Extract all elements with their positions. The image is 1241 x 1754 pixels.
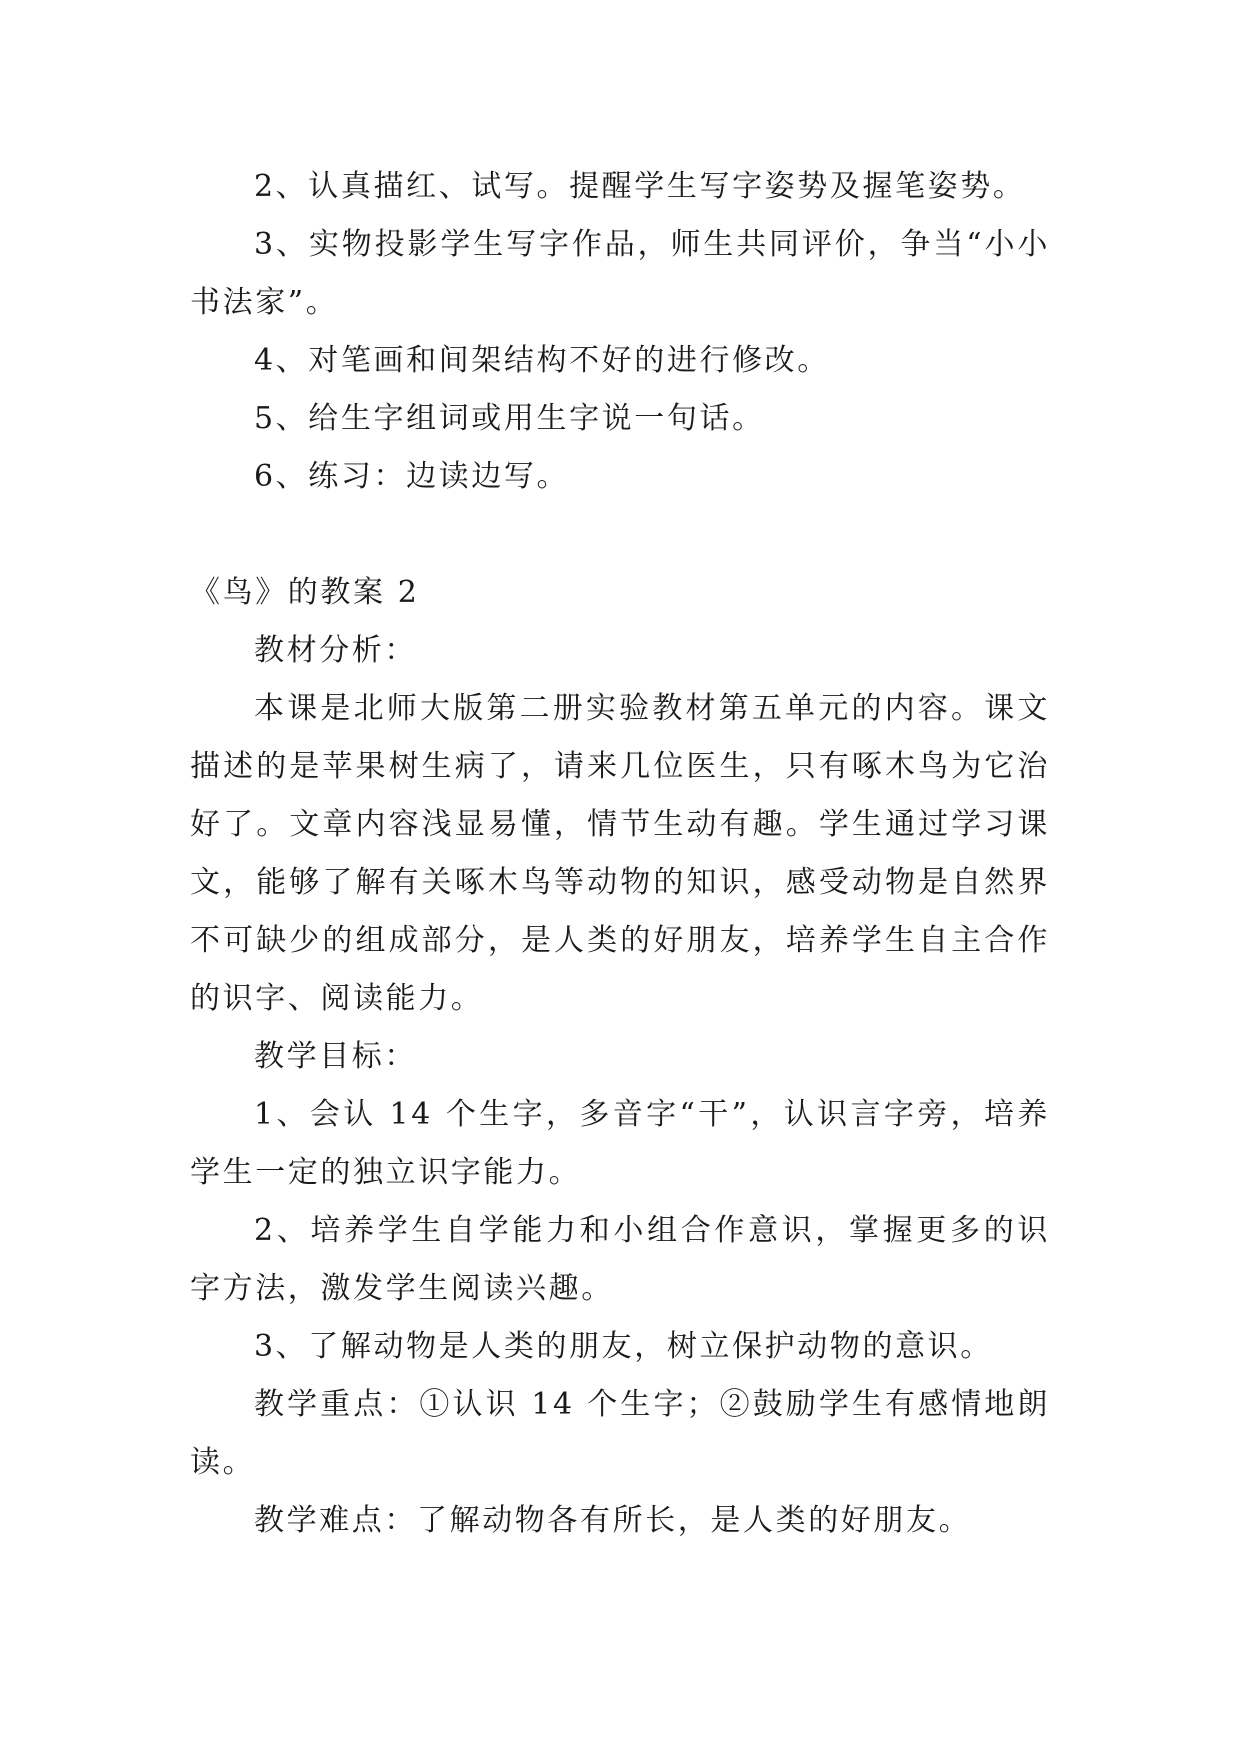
paragraph-goal-1: 1、会认 14 个生字，多音字“干”，认识言字旁，培养学生一定的独立识字能力。 [190,1097,1050,1190]
paragraph-step-3: 3、实物投影学生写字作品，师生共同评价，争当“小小书法家”。 [190,227,1050,320]
paragraph-material-analysis: 本课是北师大版第二册实验教材第五单元的内容。课文描述的是苹果树生病了，请来几位医生，只有啄木鸟为它治好了。文章内容浅显易懂，情节生动有趣。学生通过学习课文，能够了解有关啄木鸟等动物的知识，感受动物是自然界不可缺少的组成部分，是人类的好朋友，培养学生自主合作的识字、阅读能力。 [190,691,1050,1016]
heading-teaching-goals: 教学目标： [254,1039,417,1074]
section-title: 《鸟》的教案 2 [190,575,420,610]
paragraph-step-5: 5、给生字组词或用生字说一句话。 [254,401,765,436]
heading-material-analysis: 教材分析： [254,633,417,668]
paragraph-step-6: 6、练习：边读边写。 [254,459,570,494]
section-gap [190,506,1050,564]
document-body [190,158,1050,1550]
paragraph-goal-2: 2、培养学生自学能力和小组合作意识，掌握更多的识字方法，激发学生阅读兴趣。 [190,1213,1050,1306]
paragraph-step-4: 4、对笔画和间架结构不好的进行修改。 [254,343,830,378]
paragraph-difficulties: 教学难点：了解动物各有所长，是人类的好朋友。 [254,1503,972,1538]
paragraph-step-2: 2、认真描红、试写。提醒学生写字姿势及握笔姿势。 [254,169,1026,204]
paragraph-goal-3: 3、了解动物是人类的朋友，树立保护动物的意识。 [254,1329,993,1364]
paragraph-key-points: 教学重点：①认识 14 个生字；②鼓励学生有感情地朗读。 [190,1387,1050,1480]
